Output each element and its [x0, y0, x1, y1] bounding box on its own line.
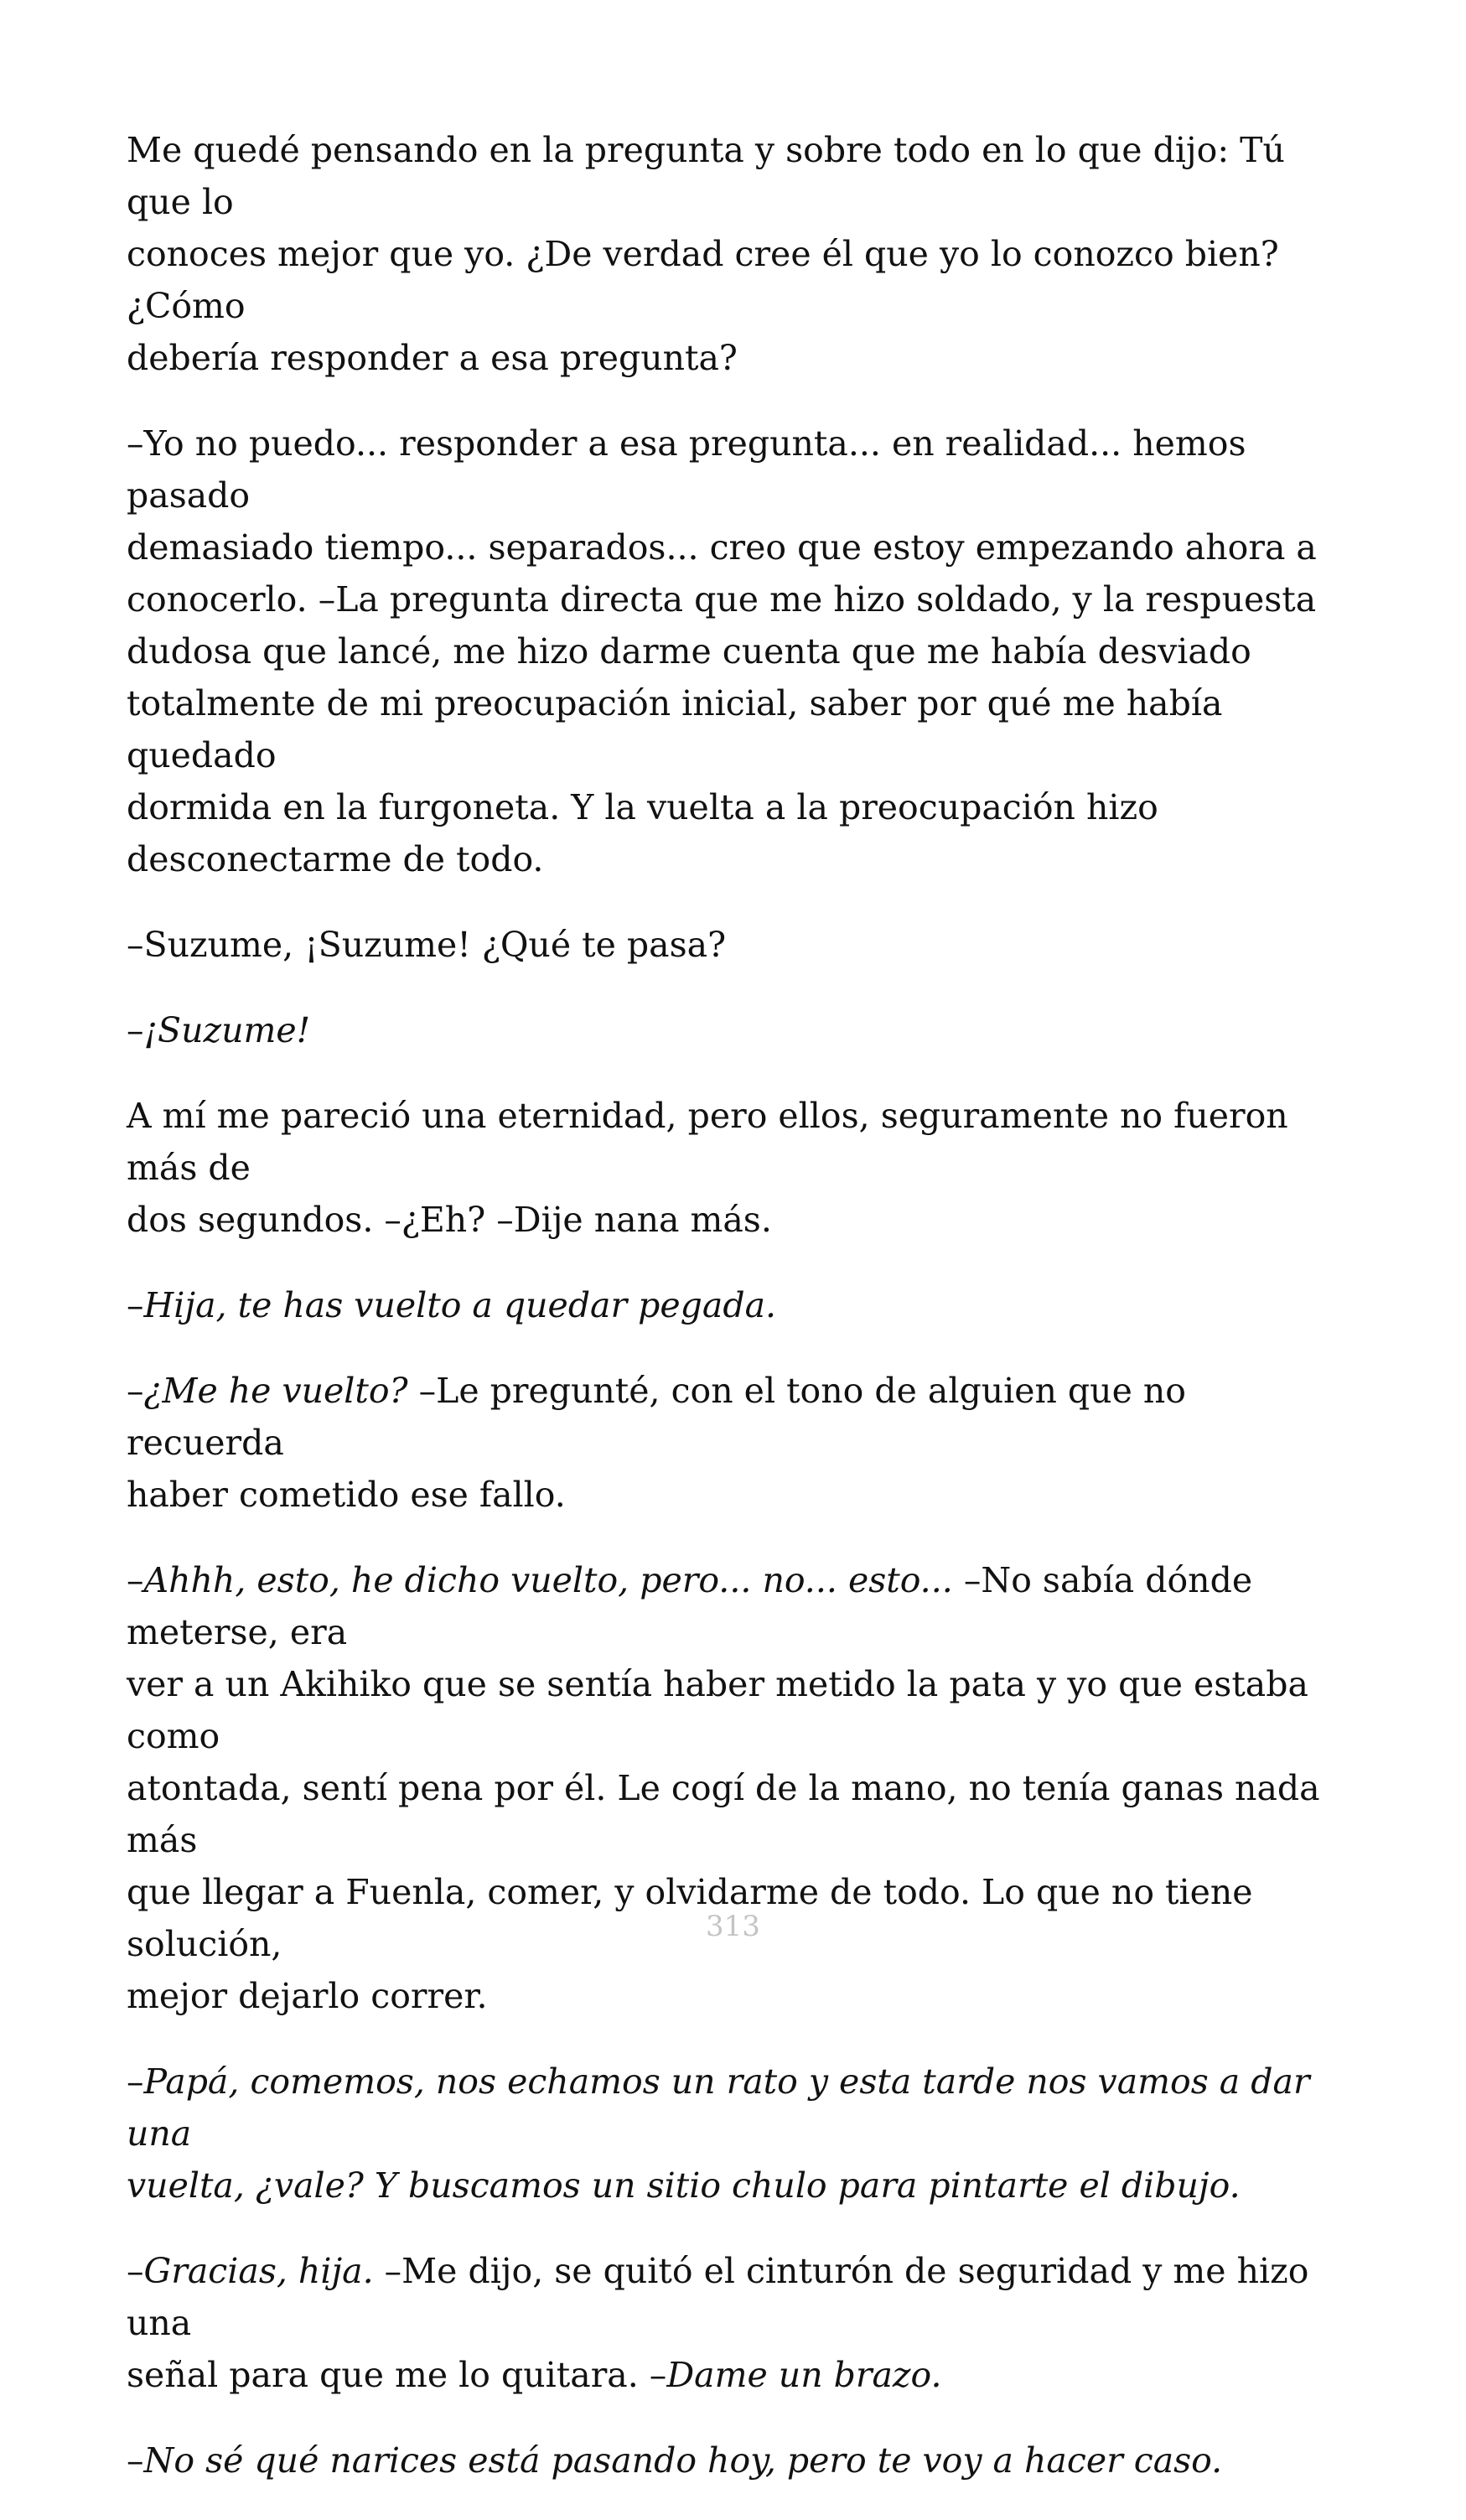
text-segment: – [127, 2061, 144, 2102]
paragraph [127, 1365, 1350, 1521]
text-segment: Me quedé pensando en la pregunta y sobre todo en lo que dijo: Tú que lo conoces mejor que yo. ¿De verdad cree él que yo lo conozco bien? ¿Cómo debería responder a esa pregunta? [127, 130, 1285, 378]
text-segment: –Yo no puedo... responder a esa pregunta... en realidad... hemos pasado demasiado tiempo... separados... creo que estoy empezando ahora a conocerlo. –La pregunta directa que me hizo soldado, y la respuesta dudosa que lancé, me hizo darme cuenta que me había desviado totalmente de mi preocupación inicial, saber por qué me había quedado dormida en la furgoneta. Y la vuelta a la preocupación hizo desconectarme de todo. [127, 423, 1317, 879]
text-segment: –Suzume, ¡Suzume! ¿Qué te pasa? [127, 925, 727, 965]
text-segment: –No sabía dónde meterse, era ver a un Akihiko que se sentía haber metido la pata y yo que estaba como atontada, sentí pena por él. Le cogí de la mano, no tenía ganas nada más que llegar a Fuenla, comer, y olvidarme de todo. Lo que no tiene solución, mejor dejarlo correr. [127, 1560, 1320, 2016]
paragraph [127, 1279, 1350, 1331]
text-segment: –Le pregunté, con el tono de alguien que no recuerda haber cometido ese fallo. [127, 1371, 1186, 1515]
italic-text-segment: Hija, te has vuelto a quedar pegada. [143, 1285, 777, 1325]
italic-text-segment: ¿Me he vuelto? [143, 1371, 408, 1411]
paragraph [127, 2245, 1350, 2401]
italic-text-segment: No sé qué narices está pasando hoy, pero te voy a hacer caso. [143, 2440, 1223, 2481]
body-text [127, 124, 1350, 2520]
paragraph [127, 1004, 1350, 1056]
page-number: 313 [706, 1910, 760, 1943]
italic-text-segment: Papá, comemos, nos echamos un rato y esta tarde nos vamos a dar una vuelta, ¿vale? Y buscamos un sitio chulo para pintarte el dibujo. [127, 2061, 1310, 2206]
paragraph [127, 1090, 1350, 1246]
text-segment: – [127, 1010, 144, 1050]
text-segment: – [127, 2440, 144, 2481]
italic-text-segment: Dame un brazo. [666, 2355, 942, 2395]
text-segment: – [127, 2251, 144, 2291]
paragraph [127, 2056, 1350, 2211]
paragraph [127, 417, 1350, 885]
paragraph [127, 124, 1350, 384]
text-segment: – [127, 1285, 144, 1325]
text-segment: – [127, 1371, 144, 1411]
text-segment: –Me dijo, se quitó el cinturón de seguridad y me hizo una señal para que me lo quitara. – [127, 2251, 1309, 2395]
italic-text-segment: Gracias, hija. [143, 2251, 374, 2291]
italic-text-segment: ¡Suzume! [143, 1010, 311, 1050]
text-segment: A mí me pareció una eternidad, pero ellos, seguramente no fueron más de dos segundos. –¿Eh? –Dije nana más. [127, 1096, 1288, 1240]
paragraph [127, 1554, 1350, 2022]
text-segment: – [127, 1560, 144, 1600]
paragraph [127, 919, 1350, 971]
italic-text-segment: Ahhh, esto, he dicho vuelto, pero... no... esto... [143, 1560, 953, 1600]
paragraph [127, 2434, 1350, 2486]
